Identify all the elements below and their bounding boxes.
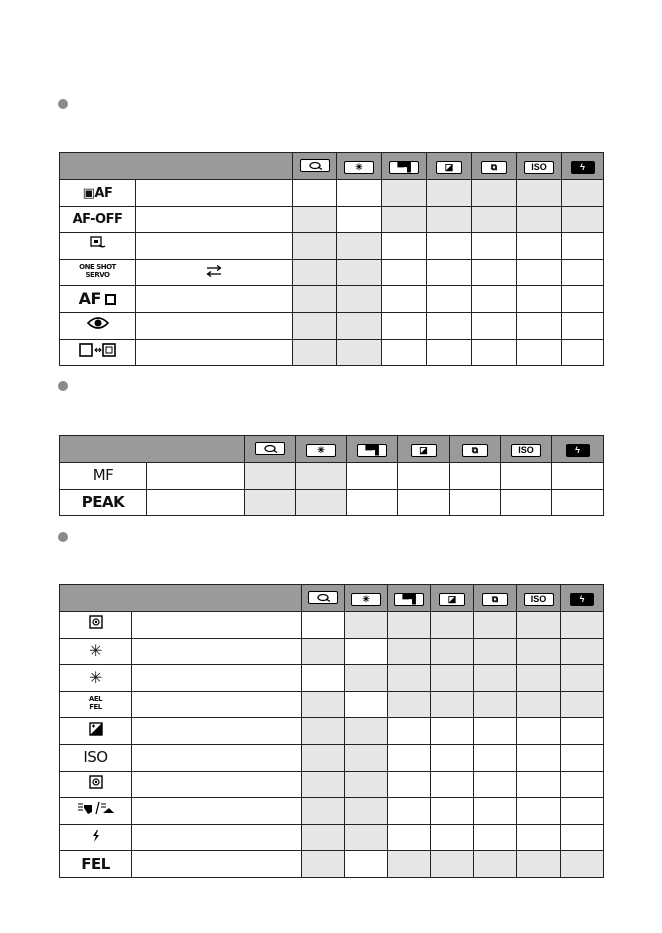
avail-cell bbox=[517, 798, 561, 825]
avail-cell bbox=[345, 771, 388, 798]
avail-cell bbox=[345, 665, 388, 692]
avail-cell bbox=[517, 691, 561, 718]
avail-cell bbox=[517, 824, 561, 851]
avail-cell bbox=[561, 824, 604, 851]
avail-cell bbox=[382, 286, 427, 313]
avail-cell bbox=[517, 339, 562, 366]
avail-cell bbox=[398, 463, 450, 490]
table-header-row bbox=[60, 585, 604, 612]
section-bullet-1 bbox=[58, 99, 68, 109]
table-row bbox=[60, 638, 604, 665]
af-point-icon bbox=[90, 237, 106, 254]
avail-cell bbox=[474, 691, 517, 718]
avail-cell bbox=[431, 638, 474, 665]
col-eye-af bbox=[293, 153, 337, 180]
avail-cell bbox=[472, 180, 517, 207]
avail-cell bbox=[562, 312, 604, 339]
avail-cell bbox=[472, 259, 517, 286]
avail-cell bbox=[431, 665, 474, 692]
avail-cell bbox=[345, 691, 388, 718]
col-eye-af bbox=[245, 436, 296, 463]
peak-icon: PEAK bbox=[81, 492, 125, 511]
iso-icon: ISO bbox=[83, 748, 108, 767]
avail-cell bbox=[293, 339, 337, 366]
avail-cell bbox=[296, 489, 347, 516]
avail-cell bbox=[337, 233, 382, 260]
col-exposure bbox=[431, 585, 474, 612]
ae-lock-icon-2: ✳ bbox=[89, 667, 102, 687]
avail-cell bbox=[561, 638, 604, 665]
metering-mode-cell bbox=[60, 771, 132, 798]
fel-icon: FEL bbox=[81, 854, 110, 873]
avail-cell bbox=[293, 180, 337, 207]
avail-cell bbox=[345, 638, 388, 665]
avail-cell bbox=[337, 339, 382, 366]
avail-cell bbox=[293, 312, 337, 339]
eye-af-icon bbox=[308, 591, 338, 604]
avail-cell bbox=[431, 824, 474, 851]
avail-cell bbox=[517, 665, 561, 692]
avail-cell bbox=[450, 463, 501, 490]
metering-cell bbox=[60, 612, 132, 639]
ae-lock-icon: ✳ bbox=[89, 641, 102, 661]
avail-cell bbox=[388, 665, 431, 692]
avail-cell bbox=[302, 718, 345, 745]
avail-cell bbox=[517, 180, 562, 207]
table-row bbox=[60, 233, 604, 260]
avail-cell bbox=[517, 638, 561, 665]
avail-cell bbox=[293, 233, 337, 260]
avail-cell bbox=[474, 824, 517, 851]
fel-cell bbox=[60, 851, 132, 878]
metering-mode-icon bbox=[89, 776, 103, 793]
drive-icon: ⧉ bbox=[481, 161, 507, 174]
avail-cell bbox=[388, 612, 431, 639]
function-header-cell bbox=[60, 153, 293, 180]
avail-cell bbox=[562, 180, 604, 207]
avail-cell bbox=[293, 259, 337, 286]
metering-af-icon: ▣AF bbox=[82, 185, 113, 201]
function-name-cell bbox=[136, 312, 293, 339]
table-row bbox=[60, 824, 604, 851]
af-off-icon: AF-OFF bbox=[72, 212, 123, 228]
avail-cell bbox=[474, 718, 517, 745]
avail-cell bbox=[302, 665, 345, 692]
avail-cell bbox=[472, 286, 517, 313]
iso-cell bbox=[60, 744, 132, 771]
table-header-row bbox=[60, 436, 604, 463]
avail-cell bbox=[474, 744, 517, 771]
eye-detect-icon bbox=[87, 317, 109, 334]
function-name-cell bbox=[136, 206, 293, 233]
eye-af-icon bbox=[300, 159, 330, 172]
avail-cell bbox=[337, 286, 382, 313]
function-header-cell bbox=[60, 585, 302, 612]
avail-cell bbox=[517, 286, 562, 313]
avail-cell bbox=[474, 612, 517, 639]
avail-cell bbox=[562, 339, 604, 366]
avail-cell bbox=[382, 339, 427, 366]
avail-cell bbox=[517, 718, 561, 745]
avail-cell bbox=[388, 851, 431, 878]
eye-detect-cell bbox=[60, 312, 136, 339]
one-shot-servo-cell bbox=[60, 259, 136, 286]
avail-cell bbox=[561, 744, 604, 771]
exposure-comp-icon: ◪ bbox=[436, 161, 462, 174]
avail-cell bbox=[347, 489, 398, 516]
avail-cell bbox=[427, 233, 472, 260]
af-area-icon: AF bbox=[78, 289, 101, 309]
avail-cell bbox=[302, 851, 345, 878]
table-row bbox=[60, 744, 604, 771]
drive-icon: ⧉ bbox=[462, 444, 488, 457]
eye-af-icon bbox=[255, 442, 285, 455]
avail-cell bbox=[382, 233, 427, 260]
avail-cell bbox=[474, 638, 517, 665]
avail-cell bbox=[347, 463, 398, 490]
avail-cell bbox=[337, 312, 382, 339]
iso-icon: ISO bbox=[524, 161, 554, 174]
af-frame-switch-icon bbox=[79, 344, 117, 361]
avail-cell bbox=[561, 691, 604, 718]
avail-cell bbox=[398, 489, 450, 516]
avail-cell bbox=[474, 665, 517, 692]
col-iso bbox=[517, 153, 562, 180]
ae-lock-cell bbox=[60, 638, 132, 665]
avail-cell bbox=[302, 798, 345, 825]
avail-cell bbox=[345, 851, 388, 878]
avail-cell bbox=[427, 180, 472, 207]
af-point-cell bbox=[60, 233, 136, 260]
avail-cell bbox=[245, 489, 296, 516]
avail-cell bbox=[472, 312, 517, 339]
table-row bbox=[60, 691, 604, 718]
exposure-functions-table bbox=[59, 584, 604, 878]
mf-cell bbox=[60, 463, 147, 490]
ael-fel-cell bbox=[60, 691, 132, 718]
avail-cell bbox=[561, 851, 604, 878]
col-movie bbox=[382, 153, 427, 180]
table-row bbox=[60, 798, 604, 825]
avail-cell bbox=[345, 744, 388, 771]
avail-cell bbox=[431, 798, 474, 825]
avail-cell bbox=[388, 798, 431, 825]
flash-icon: ϟ bbox=[571, 161, 595, 174]
function-name-cell bbox=[132, 718, 302, 745]
avail-cell bbox=[562, 259, 604, 286]
col-flash bbox=[561, 585, 604, 612]
switch-arrows-icon bbox=[206, 264, 222, 281]
avail-cell bbox=[474, 851, 517, 878]
avail-cell bbox=[517, 233, 562, 260]
table-row bbox=[60, 339, 604, 366]
avail-cell bbox=[517, 259, 562, 286]
avail-cell bbox=[431, 744, 474, 771]
avail-cell bbox=[382, 312, 427, 339]
avail-cell bbox=[517, 771, 561, 798]
table-row bbox=[60, 489, 604, 516]
avail-cell bbox=[302, 824, 345, 851]
avail-cell bbox=[245, 463, 296, 490]
avail-cell bbox=[517, 312, 562, 339]
avail-cell bbox=[388, 718, 431, 745]
flash-icon: ϟ bbox=[570, 593, 594, 606]
avail-cell bbox=[472, 233, 517, 260]
avail-cell bbox=[293, 206, 337, 233]
table-row bbox=[60, 718, 604, 745]
table-row bbox=[60, 259, 604, 286]
avail-cell bbox=[561, 798, 604, 825]
avail-cell bbox=[302, 691, 345, 718]
avail-cell bbox=[388, 744, 431, 771]
peak-cell bbox=[60, 489, 147, 516]
ael-fel-icon: AEL FEL bbox=[88, 695, 103, 712]
col-eye-af bbox=[302, 585, 345, 612]
flash-icon: ϟ bbox=[566, 444, 590, 457]
exposure-comp-icon: ◪ bbox=[411, 444, 437, 457]
table-row bbox=[60, 665, 604, 692]
function-name-cell bbox=[147, 489, 245, 516]
function-name-cell bbox=[132, 744, 302, 771]
one-shot-servo-icon: ONE SHOT SERVO bbox=[79, 263, 116, 280]
table-row bbox=[60, 463, 604, 490]
table-row bbox=[60, 180, 604, 207]
avail-cell bbox=[345, 798, 388, 825]
avail-cell bbox=[296, 463, 347, 490]
table-header-row bbox=[60, 153, 604, 180]
function-name-cell bbox=[132, 665, 302, 692]
mf-icon: MF bbox=[92, 466, 114, 485]
flash-icon bbox=[92, 829, 100, 846]
avail-cell bbox=[562, 206, 604, 233]
metering-icon bbox=[89, 616, 103, 633]
table-row bbox=[60, 206, 604, 233]
function-name-cell bbox=[136, 259, 293, 286]
avail-cell bbox=[427, 339, 472, 366]
col-exposure bbox=[427, 153, 472, 180]
avail-cell bbox=[302, 744, 345, 771]
avail-cell bbox=[302, 638, 345, 665]
table-row bbox=[60, 851, 604, 878]
col-drive bbox=[472, 153, 517, 180]
avail-cell bbox=[427, 259, 472, 286]
avail-cell bbox=[517, 744, 561, 771]
function-header-cell bbox=[60, 436, 245, 463]
avail-cell bbox=[431, 691, 474, 718]
af-area-cell bbox=[60, 286, 136, 313]
star-ael-icon: ✳ bbox=[344, 161, 374, 174]
af-off-cell bbox=[60, 206, 136, 233]
avail-cell bbox=[382, 259, 427, 286]
avail-cell bbox=[561, 612, 604, 639]
avail-cell bbox=[337, 259, 382, 286]
avail-cell bbox=[517, 612, 561, 639]
avail-cell bbox=[302, 771, 345, 798]
iso-icon: ISO bbox=[511, 444, 541, 457]
avail-cell bbox=[450, 489, 501, 516]
avail-cell bbox=[501, 463, 552, 490]
drive-icon: ⧉ bbox=[482, 593, 508, 606]
section-bullet-2 bbox=[58, 381, 68, 391]
col-movie bbox=[347, 436, 398, 463]
function-name-cell bbox=[136, 180, 293, 207]
table-row bbox=[60, 612, 604, 639]
af-frame-switch-cell bbox=[60, 339, 136, 366]
function-name-cell bbox=[132, 851, 302, 878]
col-iso bbox=[501, 436, 552, 463]
avail-cell bbox=[345, 718, 388, 745]
avail-cell bbox=[427, 286, 472, 313]
col-ae-lock bbox=[296, 436, 347, 463]
col-iso bbox=[517, 585, 561, 612]
col-movie bbox=[388, 585, 431, 612]
star-ael-icon: ✳ bbox=[306, 444, 336, 457]
avail-cell bbox=[561, 718, 604, 745]
function-name-cell bbox=[132, 612, 302, 639]
avail-cell bbox=[337, 206, 382, 233]
exposure-comp-icon bbox=[89, 723, 103, 740]
avail-cell bbox=[431, 851, 474, 878]
function-name-cell bbox=[136, 233, 293, 260]
flash-cell bbox=[60, 824, 132, 851]
avail-cell bbox=[431, 612, 474, 639]
col-drive bbox=[450, 436, 501, 463]
avail-cell bbox=[561, 665, 604, 692]
avail-cell bbox=[472, 206, 517, 233]
movie-icon: ▀▜ bbox=[389, 161, 419, 174]
flash-exp-comp-cell bbox=[60, 798, 132, 825]
ae-lock-cell-2 bbox=[60, 665, 132, 692]
table-row bbox=[60, 312, 604, 339]
function-name-cell bbox=[147, 463, 245, 490]
avail-cell bbox=[517, 851, 561, 878]
function-name-cell bbox=[136, 339, 293, 366]
avail-cell bbox=[474, 771, 517, 798]
avail-cell bbox=[562, 286, 604, 313]
flash-exp-comp-icon bbox=[76, 802, 116, 819]
af-area-box-icon bbox=[105, 294, 116, 305]
table-row bbox=[60, 286, 604, 313]
avail-cell bbox=[472, 339, 517, 366]
avail-cell bbox=[474, 798, 517, 825]
avail-cell bbox=[431, 718, 474, 745]
exposure-comp-cell bbox=[60, 718, 132, 745]
function-name-cell bbox=[132, 771, 302, 798]
exposure-comp-icon: ◪ bbox=[439, 593, 465, 606]
avail-cell bbox=[562, 233, 604, 260]
iso-icon: ISO bbox=[524, 593, 554, 606]
col-exposure bbox=[398, 436, 450, 463]
avail-cell bbox=[388, 771, 431, 798]
avail-cell bbox=[561, 771, 604, 798]
avail-cell bbox=[337, 180, 382, 207]
table-row bbox=[60, 771, 604, 798]
function-name-cell bbox=[132, 638, 302, 665]
avail-cell bbox=[388, 638, 431, 665]
avail-cell bbox=[293, 286, 337, 313]
col-drive bbox=[474, 585, 517, 612]
section-bullet-3 bbox=[58, 532, 68, 542]
col-flash bbox=[552, 436, 604, 463]
function-name-cell bbox=[132, 798, 302, 825]
avail-cell bbox=[552, 489, 604, 516]
avail-cell bbox=[427, 206, 472, 233]
function-name-cell bbox=[136, 286, 293, 313]
avail-cell bbox=[427, 312, 472, 339]
af-functions-table bbox=[59, 152, 604, 366]
metering-af-cell bbox=[60, 180, 136, 207]
mf-functions-table bbox=[59, 435, 604, 516]
avail-cell bbox=[345, 612, 388, 639]
avail-cell bbox=[388, 824, 431, 851]
col-ae-lock bbox=[337, 153, 382, 180]
avail-cell bbox=[431, 771, 474, 798]
avail-cell bbox=[382, 180, 427, 207]
function-name-cell bbox=[132, 691, 302, 718]
avail-cell bbox=[388, 691, 431, 718]
avail-cell bbox=[552, 463, 604, 490]
col-ae-lock bbox=[345, 585, 388, 612]
avail-cell bbox=[517, 206, 562, 233]
movie-icon: ▀▜ bbox=[357, 444, 387, 457]
movie-icon: ▀▜ bbox=[394, 593, 424, 606]
col-flash bbox=[562, 153, 604, 180]
star-ael-icon: ✳ bbox=[351, 593, 381, 606]
function-name-cell bbox=[132, 824, 302, 851]
avail-cell bbox=[302, 612, 345, 639]
avail-cell bbox=[382, 206, 427, 233]
avail-cell bbox=[345, 824, 388, 851]
avail-cell bbox=[501, 489, 552, 516]
